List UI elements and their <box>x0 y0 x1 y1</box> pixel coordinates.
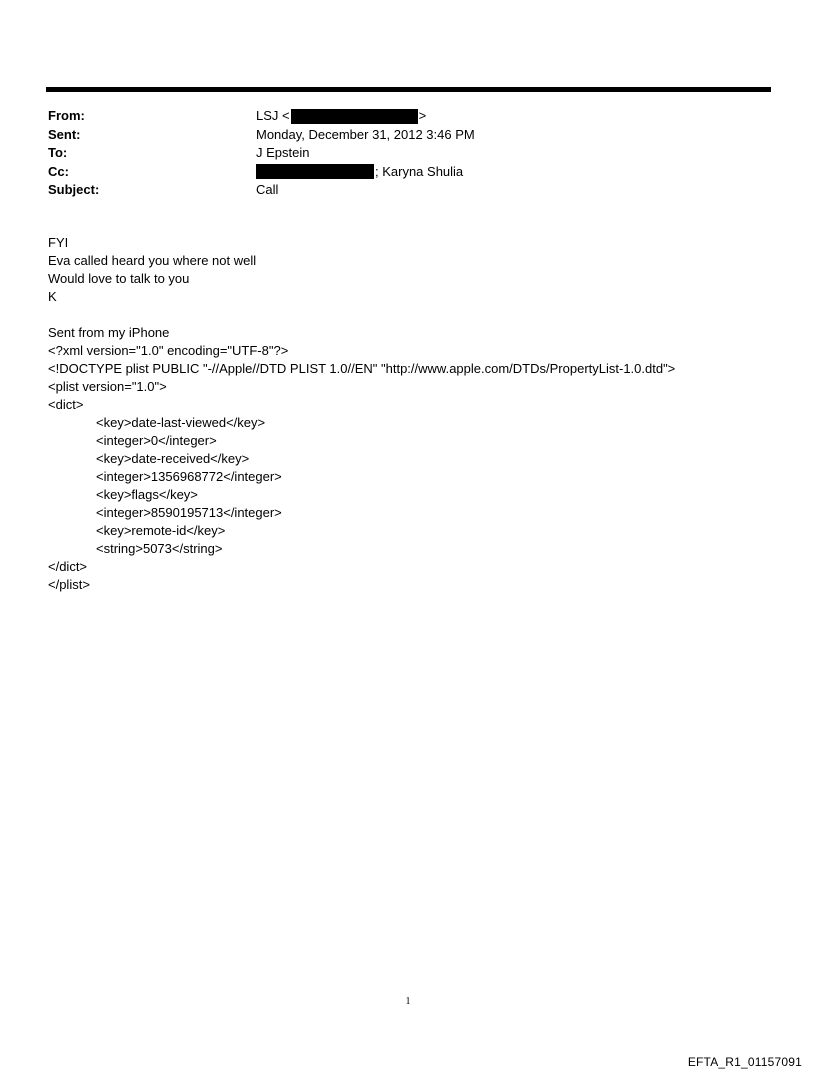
message-line: FYI <box>48 235 69 250</box>
xml-line: <dict> <box>48 397 84 412</box>
subject-value: Call <box>256 182 279 197</box>
subject-label: Subject: <box>48 182 100 197</box>
xml-line: <!DOCTYPE plist PUBLIC "-//Apple//DTD PLIST 1.0//EN" "http://www.apple.com/DTDs/PropertyList-1.0.dtd"> <box>48 361 676 376</box>
dict-line: <string>5073</string> <box>96 541 223 556</box>
xml-closing-line: </plist> <box>48 577 90 592</box>
to-row <box>48 144 748 163</box>
dict-line: <key>date-last-viewed</key> <box>96 415 266 430</box>
subject-row <box>48 181 748 200</box>
email-header <box>48 107 748 200</box>
blank-line <box>48 306 788 324</box>
dict-line: <integer>0</integer> <box>96 433 217 448</box>
header-rule <box>46 87 771 92</box>
xml-line: <plist version="1.0"> <box>48 379 167 394</box>
page-number: 1 <box>405 996 411 1007</box>
message-line: Would love to talk to you <box>48 271 190 286</box>
xml-closing-line: </dict> <box>48 559 88 574</box>
dict-line: <key>remote-id</key> <box>96 523 226 538</box>
redaction-bar <box>291 109 418 124</box>
from-row <box>48 107 748 126</box>
dict-line: <key>flags</key> <box>96 487 198 502</box>
message-line: Eva called heard you where not well <box>48 253 257 268</box>
from-label: From: <box>48 108 85 123</box>
dict-line: <integer>1356968772</integer> <box>96 469 282 484</box>
email-body <box>48 234 788 594</box>
from-name: LSJ < <box>256 108 290 123</box>
from-close: > <box>418 108 427 123</box>
cc-value <box>256 163 463 182</box>
sent-value: Monday, December 31, 2012 3:46 PM <box>256 126 475 142</box>
signature-line: Sent from my iPhone <box>48 325 170 340</box>
cc-recipient: ; Karyna Shulia <box>375 163 464 179</box>
sent-label: Sent: <box>48 126 81 142</box>
xml-line: <?xml version="1.0" encoding="UTF-8"?> <box>48 343 289 358</box>
redaction-bar <box>256 164 374 179</box>
sent-row <box>48 126 748 145</box>
document-id: EFTA_R1_01157091 <box>687 1055 802 1069</box>
cc-label: Cc: <box>48 163 69 179</box>
to-value: J Epstein <box>256 145 310 160</box>
from-value <box>256 107 426 126</box>
message-line: K <box>48 289 57 304</box>
dict-line: <key>date-received</key> <box>96 451 250 466</box>
cc-row <box>48 163 748 182</box>
to-label: To: <box>48 145 68 160</box>
dict-line: <integer>8590195713</integer> <box>96 505 282 520</box>
